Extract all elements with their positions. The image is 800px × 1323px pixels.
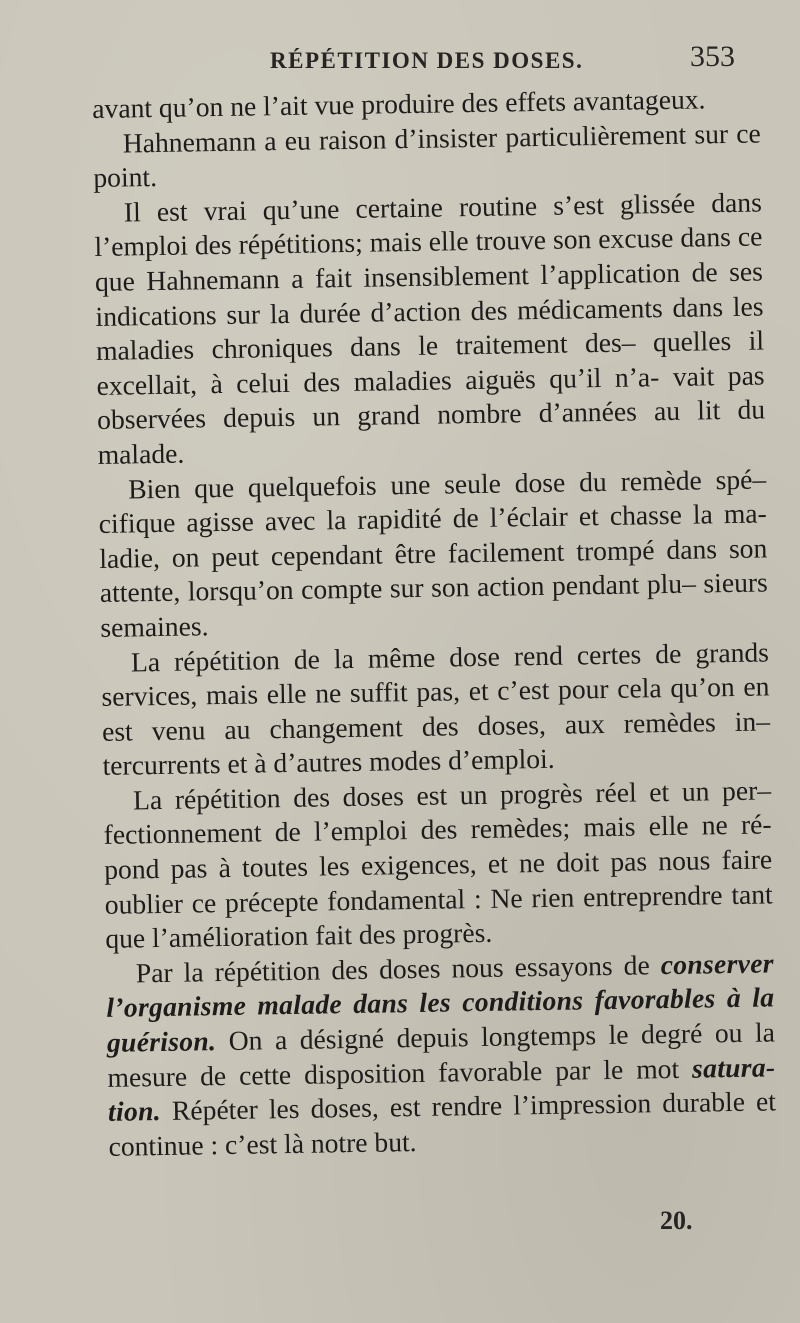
paragraph xyxy=(106,946,777,1164)
paragraph-text: On a désigné depuis longtemps le degré ou la mesure de cette disposition favorable par le mot xyxy=(107,1016,776,1093)
body-text xyxy=(92,82,777,1165)
paragraph-text: Par la répétition des doses nous essayons de xyxy=(135,949,661,989)
paragraph: La répétition des doses est un progrès réel et un per– fectionnement de l’emploi des remèdes; mais elle ne ré- pond pas à toutes les exigences, et ne doit pas nous faire oublier ce précepte fondamental : Ne rien entreprendre tant que l’amélioration fait des progrès. xyxy=(103,774,773,955)
paragraph: Il est vrai qu’une certaine routine s’est glissée dans l’emploi des répétitions; mais elle trouve son excuse dans ce que Hahnemann a fait insensiblement l’application de ses indications sur la durée d’action des médicaments dans les maladies chroniques dans le traitement des– quelles il excellait, à celui des maladies aiguës qu’il n’a- vait pas observées depuis un grand nombre d’années au lit du malade. xyxy=(94,186,766,470)
paragraph-continued: avant qu’on ne l’ait vue produire des effets avantageux. xyxy=(92,83,706,124)
paragraph: Hahnemann a eu raison d’insister particulièrement sur ce point. xyxy=(93,117,761,194)
italic-word: satura- tion. xyxy=(107,1051,776,1128)
page-number: 353 xyxy=(690,40,735,73)
paragraph-text: Répéter les doses, est rendre l’impression durable et continue : c’est là notre but. xyxy=(108,1085,777,1162)
running-head: RÉPÉTITION DES DOSES. xyxy=(270,48,584,73)
paragraph: Bien que quelquefois une seule dose du remède spé– cifique agisse avec la rapidité de l’éclair et chasse la ma- ladie, on peut cependant être facilement trompé dans son attente, lorsqu’on compte sur son action pendant plu– sieurs semaines. xyxy=(98,462,769,643)
signature-mark: 20. xyxy=(660,1206,693,1235)
italic-phrase: conserver l’organisme malade dans les conditions favorables à la guérison. xyxy=(106,947,775,1058)
paragraph: La répétition de la même dose rend certes de grands services, mais elle ne suffit pas, et c’est pour cela qu’on en est venu au changement des doses, aux remèdes in– tercurrents et à d’autres modes d’emploi. xyxy=(101,635,771,782)
